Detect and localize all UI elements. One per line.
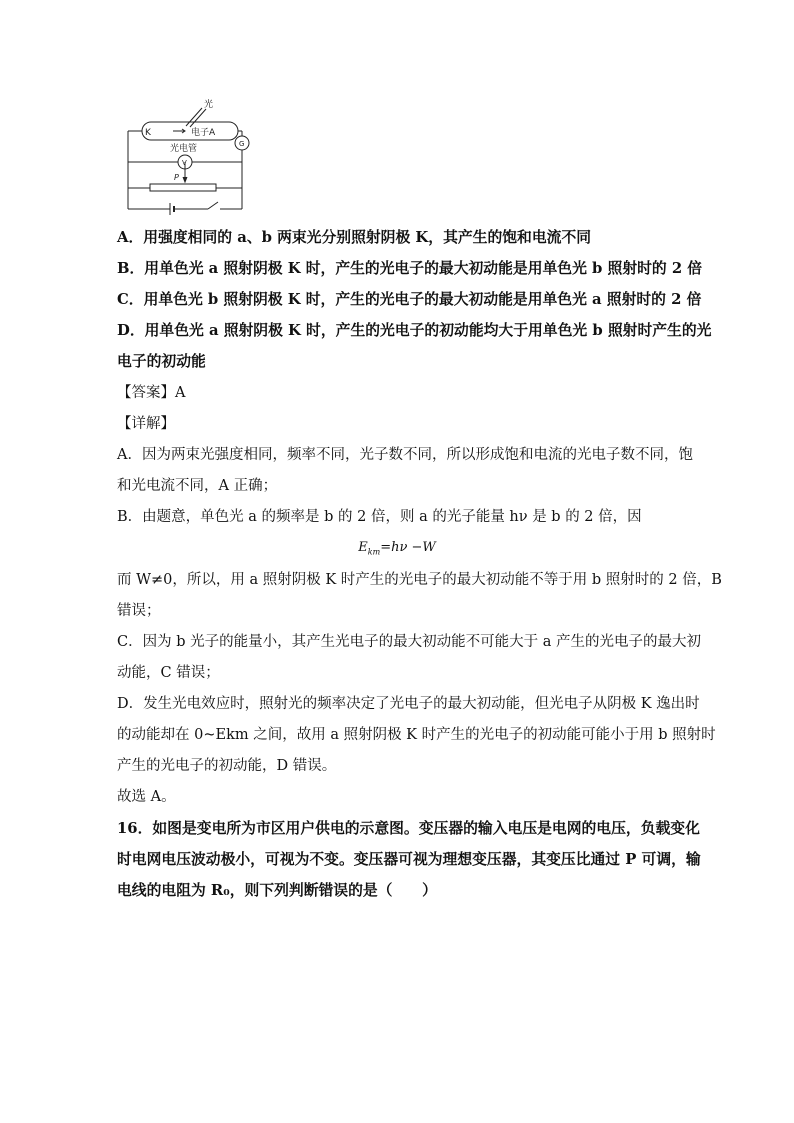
option-b: B．用单色光 a 照射阴极 K 时，产生的光电子的最大初动能是用单色光 b 照射时的 2 倍	[117, 260, 703, 277]
switch	[208, 202, 218, 209]
explanation-b-line2: 而 W≠0，所以，用 a 照射阴极 K 时产生的光电子的最大初动能不等于用 b 照射时的 2 倍，B	[117, 572, 722, 588]
galvanometer-label: G	[239, 140, 245, 148]
voltmeter-label: V	[182, 159, 187, 167]
phototube-body	[142, 122, 238, 140]
slider-label: P	[174, 173, 179, 182]
electron-label: 电子A	[191, 128, 216, 138]
explanation-a-line2: 和光电流不同，A 正确；	[117, 478, 278, 494]
formula	[0, 538, 794, 563]
explanation-d-line1: D．发生光电效应时，照射光的频率决定了光电子的最大初动能，但光电子从阴极 K 逸出时	[117, 696, 700, 712]
question16-line1: 16．如图是变电所为市区用户供电的示意图。变压器的输入电压是电网的电压，负载变化	[117, 820, 700, 837]
rheostat	[150, 184, 216, 191]
option-d-line2: 电子的初动能	[117, 353, 206, 370]
option-c: C．用单色光 b 照射阴极 K 时，产生的光电子的最大初动能是用单色光 a 照射时的 2 倍	[117, 291, 702, 308]
explanation-d-line2: 的动能却在 0~Ekm 之间，故用 a 照射阴极 K 时产生的光电子的初动能可能小于用 b 照射时	[117, 727, 716, 743]
conclusion: 故选 A。	[117, 789, 176, 805]
explanation-a-line1: A．因为两束光强度相同，频率不同，光子数不同，所以形成饱和电流的光电子数不同，饱	[117, 447, 693, 463]
cathode-label: K	[145, 128, 151, 138]
formula-main: E	[358, 540, 368, 555]
explanation-d-line3: 产生的光电子的初动能，D 错误。	[117, 758, 337, 774]
answer: 【答案】A	[117, 385, 186, 401]
explanation-c-line1: C．因为 b 光子的能量小，其产生光电子的最大初动能不可能大于 a 产生的光电子的最大初	[117, 634, 701, 650]
formula-rest: =hν −W	[380, 540, 436, 555]
question16-line3: 电线的电阻为 R₀，则下列判断错误的是（ ）	[117, 882, 437, 899]
phototube-circuit-diagram	[118, 96, 258, 216]
option-a: A．用强度相同的 a、b 两束光分别照射阴极 K，其产生的饱和电流不同	[117, 229, 592, 246]
light-label: 光	[204, 100, 214, 110]
phototube-label: 光电管	[170, 144, 198, 154]
explanation-b-line3: 错误；	[117, 603, 161, 619]
slider-arrow	[183, 177, 187, 182]
option-d-line1: D．用单色光 a 照射阴极 K 时，产生的光电子的初动能均大于用单色光 b 照射时产生的光	[117, 322, 712, 339]
explanation-b-line1: B．由题意，单色光 a 的频率是 b 的 2 倍，则 a 的光子能量 hν 是 b 的 2 倍，因	[117, 509, 642, 525]
light-ray	[190, 109, 206, 127]
light-ray	[186, 108, 202, 126]
formula-subscript: km	[367, 547, 381, 557]
question16-line2: 时电网电压波动极小，可视为不变。变压器可视为理想变压器，其变压比通过 P 可调，输	[117, 851, 701, 868]
explanation-c-line2: 动能，C 错误；	[117, 665, 220, 681]
detail-heading: 【详解】	[117, 416, 175, 432]
